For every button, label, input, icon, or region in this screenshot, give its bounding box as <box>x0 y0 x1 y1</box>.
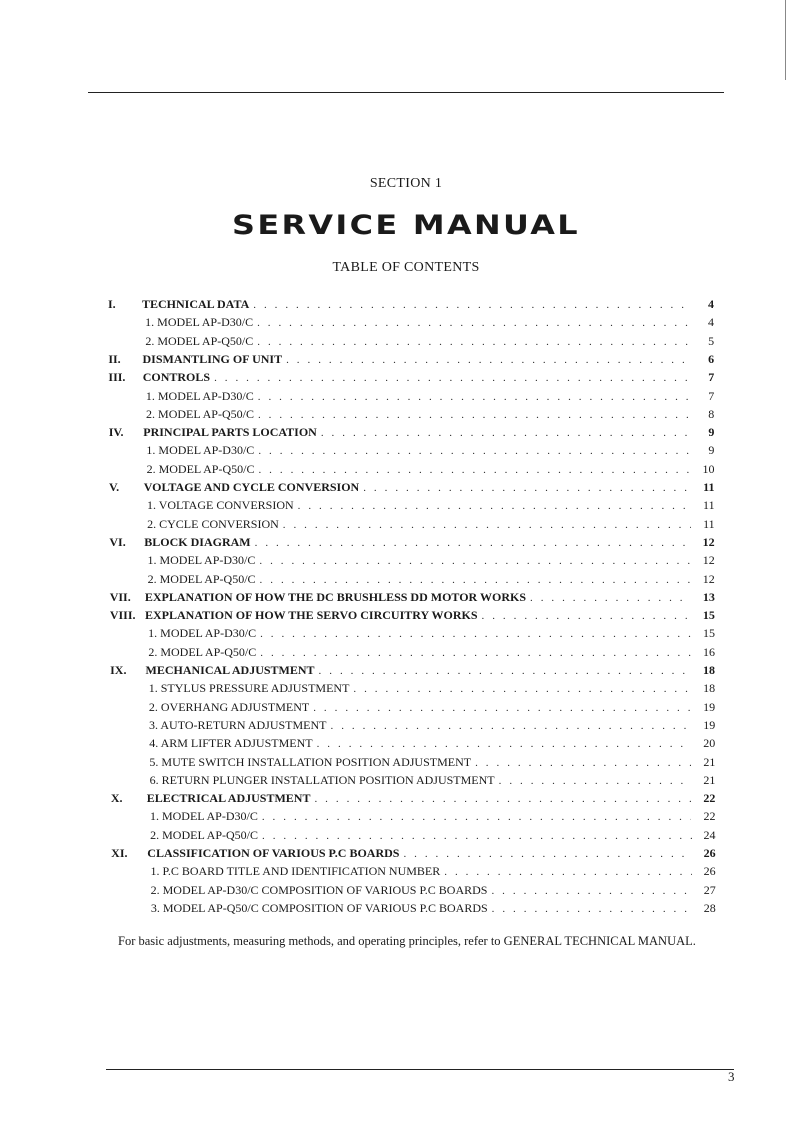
toc-section-number: X. <box>110 791 123 806</box>
toc-entry-label: 3. AUTO-RETURN ADJUSTMENT <box>149 717 327 732</box>
toc-entry-page: 26 <box>703 846 716 860</box>
toc-entry-page: 22 <box>703 791 716 806</box>
toc-leader-dots <box>331 720 692 732</box>
toc-section-row <box>111 846 716 864</box>
toc-entry-label: CONTROLS <box>142 370 211 385</box>
toc-section-number: I. <box>108 297 116 311</box>
toc-entry-label: 4. ARM LIFTER ADJUSTMENT <box>149 736 313 751</box>
toc-entry-label: 1. MODEL AP-D30/C <box>148 626 257 641</box>
toc-entry-label: EXPLANATION OF HOW THE SERVO CIRCUITRY WORKS <box>145 608 478 623</box>
toc-subsection-row <box>148 572 715 590</box>
toc-subsection-row <box>151 883 716 901</box>
toc-entry-label: 6. RETURN PLUNGER INSTALLATION POSITION ADJUSTMENT <box>149 772 495 787</box>
toc-entry-label: CLASSIFICATION OF VARIOUS P.C BOARDS <box>147 846 400 860</box>
toc-entry-page: 4 <box>708 297 714 311</box>
toc-section-number: IV. <box>108 425 124 440</box>
toc-leader-dots <box>321 427 691 439</box>
toc-subsection-row <box>147 553 714 571</box>
toc-entry-label: 2. MODEL AP-Q50/C <box>148 644 257 659</box>
toc-subsection-row <box>149 681 715 699</box>
toc-section-row <box>110 791 716 809</box>
toc-subsection-row <box>148 645 715 663</box>
toc-subsection-row <box>147 517 715 535</box>
toc-entry-page: 18 <box>703 663 716 677</box>
toc-leader-dots <box>317 738 692 750</box>
toc-entry-page: 16 <box>702 644 715 659</box>
toc-section-row <box>108 425 715 443</box>
toc-subsection-row <box>146 389 714 407</box>
toc-section-row <box>108 370 715 388</box>
toc-subsection-row <box>150 809 716 827</box>
toc-entry-page: 12 <box>702 571 715 586</box>
toc-entry-label: 1. MODEL AP-D30/C <box>146 443 255 458</box>
toc-entry-page: 5 <box>708 333 715 348</box>
toc-leader-dots <box>258 464 690 476</box>
reference-note: For basic adjustments, measuring methods, and operating principles, refer to GENERAL TECHNICAL MANUAL. <box>118 934 696 948</box>
toc-subsection-row <box>149 736 715 754</box>
toc-entry-label: 1. MODEL AP-D30/C <box>147 553 256 568</box>
toc-leader-dots <box>403 848 691 860</box>
toc-leader-dots <box>262 811 692 823</box>
toc-leader-dots <box>482 610 691 622</box>
toc-section-number: II. <box>108 351 121 366</box>
toc-entry-label: 2. MODEL AP-Q50/C <box>147 571 256 586</box>
toc-leader-dots <box>286 354 690 366</box>
toc-entry-label: 1. STYLUS PRESSURE ADJUSTMENT <box>148 681 350 696</box>
toc-leader-dots <box>214 372 690 384</box>
toc-entry-page: 6 <box>708 351 715 366</box>
toc-entry-label: 1. VOLTAGE CONVERSION <box>146 498 294 513</box>
toc-entry-page: 8 <box>708 406 715 421</box>
toc-entry-label: 5. MUTE SWITCH INSTALLATION POSITION ADJUSTMENT <box>149 754 472 769</box>
bottom-rule <box>106 1069 734 1070</box>
toc-entry-page: 13 <box>702 589 715 604</box>
toc-section-row <box>110 663 716 681</box>
toc-section-number: V. <box>109 480 120 494</box>
toc-entry-page: 19 <box>703 717 716 732</box>
toc-section-row <box>109 608 715 626</box>
toc-leader-dots <box>499 775 692 787</box>
toc-section-row <box>108 351 715 370</box>
toc-entry-page: 28 <box>703 900 716 915</box>
toc-subsection-row <box>146 443 714 461</box>
toc-entry-label: 1. MODEL AP-D30/C <box>145 315 254 330</box>
toc-entry-page: 15 <box>702 626 715 641</box>
toc-leader-dots <box>298 500 691 512</box>
toc-entry-page: 18 <box>703 681 716 696</box>
toc-leader-dots <box>255 537 691 549</box>
toc-leader-dots <box>313 702 691 714</box>
toc-section-number: VII. <box>109 589 131 604</box>
toc-leader-dots <box>260 574 691 586</box>
toc-leader-dots <box>253 299 690 311</box>
toc-entry-label: TECHNICAL DATA <box>142 297 250 311</box>
toc-leader-dots <box>444 866 691 878</box>
toc-entry-page: 27 <box>703 882 716 897</box>
toc-subsection-row <box>150 828 715 846</box>
toc-entry-page: 20 <box>703 736 716 751</box>
toc-entry-label: 2. MODEL AP-Q50/C <box>145 333 254 348</box>
toc-entry-page: 12 <box>702 534 715 549</box>
toc-section-number: XI. <box>111 846 128 860</box>
toc-title: TABLE OF CONTENTS <box>332 260 480 275</box>
toc-entry-label: PRINCIPAL PARTS LOCATION <box>143 425 317 440</box>
toc-entry-page: 7 <box>708 370 715 385</box>
toc-section-number: VIII. <box>109 608 136 623</box>
page-title: SERVICE MANUAL <box>232 210 580 241</box>
toc-subsection-row <box>151 901 716 919</box>
toc-leader-dots <box>258 409 690 421</box>
toc-entry-page: 21 <box>703 772 716 787</box>
toc-leader-dots <box>260 628 691 640</box>
toc-leader-dots <box>258 391 690 403</box>
toc-entry-label: MECHANICAL ADJUSTMENT <box>145 663 315 677</box>
toc-leader-dots <box>283 519 691 531</box>
toc-entry-page: 11 <box>703 516 715 531</box>
toc-section-row <box>109 480 715 498</box>
toc-section-number: VI. <box>109 534 126 549</box>
toc-entry-label: 2. MODEL AP-Q50/C <box>146 406 254 421</box>
toc-entry-label: 1. MODEL AP-D30/C <box>145 388 254 403</box>
toc-entry-page: 21 <box>703 754 716 769</box>
toc-entry-label: 2. MODEL AP-D30/C COMPOSITION OF VARIOUS P.C BOARDS <box>150 882 488 897</box>
toc-entry-page: 24 <box>703 827 716 842</box>
toc-entry-page: 10 <box>702 461 715 476</box>
toc-entry-label: 2. MODEL AP-Q50/C <box>146 461 255 476</box>
toc-section-number: III. <box>108 370 126 385</box>
toc-entry-label: ELECTRICAL ADJUSTMENT <box>146 791 311 806</box>
toc-leader-dots <box>257 317 690 329</box>
toc-subsection-row <box>150 773 716 791</box>
page-number: 3 <box>728 1069 735 1084</box>
toc-leader-dots <box>492 903 692 915</box>
toc-entry-page: 15 <box>702 608 715 623</box>
toc-entry-label: 1. P.C BOARD TITLE AND IDENTIFICATION NUMBER <box>150 864 441 879</box>
toc-leader-dots <box>260 647 691 659</box>
toc-entry-label: 2. OVERHANG ADJUSTMENT <box>148 699 310 714</box>
toc-entry-label: BLOCK DIAGRAM <box>144 534 251 549</box>
toc-entry-label: EXPLANATION OF HOW THE DC BRUSHLESS DD MOTOR WORKS <box>144 589 526 604</box>
toc-subsection-row <box>149 700 715 718</box>
toc-leader-dots <box>314 793 691 805</box>
toc-leader-dots <box>259 555 690 567</box>
toc-subsection-row <box>147 462 715 480</box>
toc-subsection-row <box>148 626 715 644</box>
toc-leader-dots <box>353 683 691 695</box>
toc-entry-label: VOLTAGE AND CYCLE CONVERSION <box>143 480 360 494</box>
toc-subsection-row <box>149 755 715 773</box>
toc-entry-page: 9 <box>708 425 715 440</box>
toc-subsection-row <box>147 498 715 516</box>
toc-section-row <box>109 589 715 608</box>
toc-entry-label: 2. CYCLE CONVERSION <box>147 516 279 531</box>
toc-subsection-row <box>150 864 715 882</box>
toc-subsection-row <box>145 315 714 333</box>
toc-subsection-row <box>145 334 714 352</box>
toc-leader-dots <box>258 445 690 457</box>
toc-entry-label: 3. MODEL AP-Q50/C COMPOSITION OF VARIOUS P.C BOARDS <box>150 900 488 915</box>
toc-leader-dots <box>262 830 692 842</box>
toc-entry-page: 26 <box>703 864 716 879</box>
toc-entry-page: 4 <box>708 315 715 330</box>
toc-entry-page: 9 <box>708 443 715 458</box>
toc-entry-label: 2. MODEL AP-Q50/C <box>150 827 259 842</box>
toc-leader-dots <box>257 336 690 348</box>
toc-section-number: IX. <box>110 663 127 677</box>
toc-entry-page: 22 <box>703 809 716 824</box>
toc-entry-page: 7 <box>708 388 715 403</box>
toc-entry-page: 11 <box>703 498 715 513</box>
toc-section-row <box>108 297 714 315</box>
toc-subsection-row <box>146 407 714 425</box>
toc-subsection-row <box>149 718 715 736</box>
toc-entry-page: 12 <box>702 553 715 568</box>
toc-leader-dots <box>363 482 690 494</box>
toc-leader-dots <box>530 592 691 604</box>
toc-leader-dots <box>491 885 691 897</box>
toc-section-row <box>109 534 715 553</box>
toc-entry-page: 19 <box>703 699 716 714</box>
toc-entry-label: 1. MODEL AP-D30/C <box>149 809 258 824</box>
toc-leader-dots <box>319 665 691 677</box>
toc-entry-label: DISMANTLING OF UNIT <box>142 351 283 366</box>
toc-entry-page: 11 <box>703 480 715 494</box>
toc-leader-dots <box>475 757 691 769</box>
section-label: SECTION 1 <box>369 176 443 191</box>
